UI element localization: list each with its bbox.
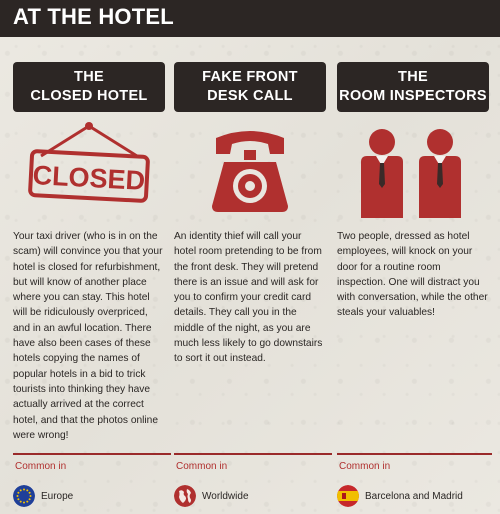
two-inspectors-icon: [337, 120, 489, 220]
common-in-label: Common in: [15, 461, 67, 472]
divider: [174, 453, 332, 455]
location-text: Europe: [41, 490, 74, 502]
closed-sign-text: CLOSED: [31, 160, 146, 196]
scam-title-line1: THE: [398, 69, 428, 85]
closed-sign-icon: [13, 120, 165, 220]
divider: [13, 453, 171, 455]
location-row: [337, 485, 463, 507]
spain-flag-icon: [337, 485, 359, 507]
location-text: Worldwide: [202, 490, 249, 502]
scam-title-box: [13, 62, 165, 112]
common-in-label: Common in: [176, 461, 228, 472]
scam-title-line2: ROOM INSPECTORS: [339, 88, 487, 104]
scam-description: Your taxi driver (who is in on the scam) will convince you that your hotel is closed for refurbishment, but will know of another place where you can stay. This hotel will be ridiculously overpriced, and in an awful location. There have also been cases of these hotels copying the names of popular hotels in a bid to trick tourists into thinking they have actually arrived at the correct hotel, and that the photos online were wrong!: [13, 231, 163, 441]
section-title: AT THE HOTEL: [13, 4, 174, 29]
scam-title-line2: DESK CALL: [207, 88, 293, 104]
scam-description: An identity thief will call your hotel room pretending to be from the front desk. They will pretend there is an issue and will ask for you to confirm your credit card details. They call you in the middle of the night, as you are much less likely to go downstairs to sort it out instead.: [174, 231, 323, 365]
location-row: [174, 485, 249, 507]
common-in-label: Common in: [339, 461, 391, 472]
scam-title-line2: CLOSED HOTEL: [30, 88, 148, 104]
section-header: [0, 0, 500, 37]
location-row: [13, 485, 73, 507]
telephone-icon: [174, 120, 326, 220]
divider: [337, 453, 492, 455]
scam-title-line1: THE: [74, 69, 104, 85]
location-text: Barcelona and Madrid: [365, 490, 463, 502]
scam-title-box: [337, 62, 489, 112]
scam-title-box: [174, 62, 326, 112]
scam-title-line1: FAKE FRONT: [202, 69, 298, 85]
scam-description: Two people, dressed as hotel employees, will knock on your door for a routine room inspection. One will distract you with conversation, while the other steals your valuables!: [337, 231, 488, 319]
globe-icon: [174, 485, 196, 507]
eu-flag-icon: [13, 485, 35, 507]
